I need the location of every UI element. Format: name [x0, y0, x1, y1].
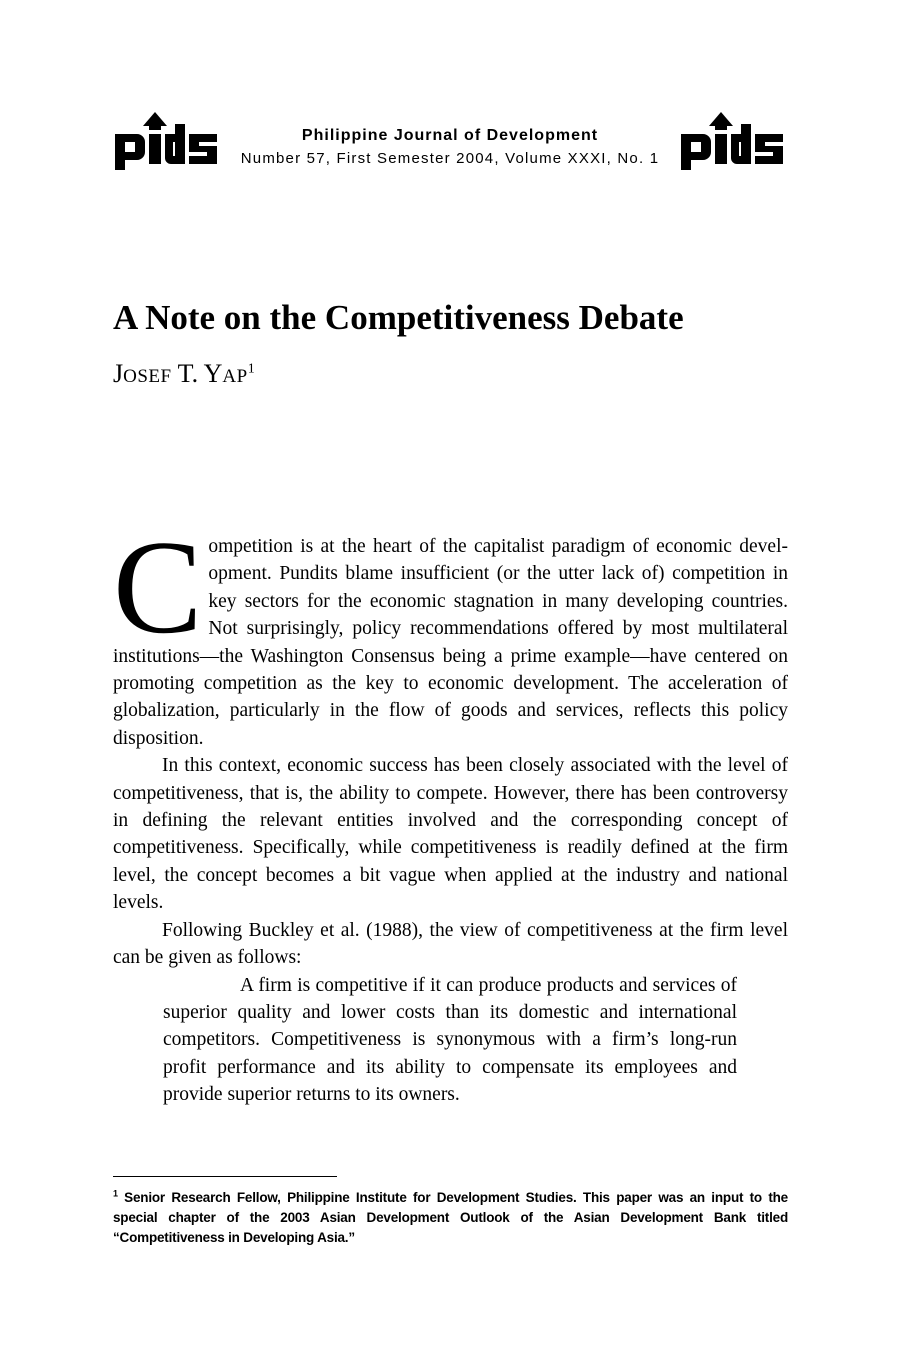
- footnote-text: Senior Research Fellow, Philippine Institute for Development Studies. This paper was an input to the special chapter of the 2003 Asian Development Outlook of the Asian Development Bank titled “Competitiveness in Developing Asia.”: [113, 1190, 788, 1245]
- drop-cap: C: [113, 513, 203, 661]
- article-title: A Note on the Competitiveness Debate: [113, 298, 684, 337]
- author-middle-initial: T.: [177, 359, 199, 388]
- pids-logo-left: [113, 112, 221, 170]
- article-author: [113, 356, 255, 395]
- author-first-rest: OSEF: [123, 366, 172, 387]
- journal-issue-line: Number 57, First Semester 2004, Volume XXXI, No. 1: [240, 150, 660, 167]
- block-quote-text: A firm is competitive if it can produce products and services of superior quality and lower costs than its domestic and international competitors. Competitiveness is synonymous with a firm’s long-run profit performance and its ability to compensate its employees and provide superior returns to its owners.: [163, 974, 737, 1106]
- paragraph-1: [113, 513, 788, 752]
- journal-header: [232, 124, 668, 170]
- author-last-initial: Y: [203, 359, 223, 388]
- author-first-initial: J: [113, 359, 124, 388]
- article-body: [113, 513, 788, 1109]
- footnote-divider: [113, 1176, 337, 1177]
- author-footnote-mark: 1: [247, 361, 255, 377]
- footnote-mark: 1: [113, 1188, 118, 1199]
- pids-logo-icon: [113, 112, 221, 170]
- author-last-rest: AP: [222, 366, 248, 387]
- journal-name: Philippine Journal of Development: [301, 127, 599, 144]
- pids-logo-right: [679, 112, 787, 170]
- pids-logo-icon: [679, 112, 787, 170]
- paragraph-3: Following Buckley et al. (1988), the view of competitiveness at the firm level can be given as follows:: [113, 919, 788, 969]
- paragraph-1-text: ompetition is at the heart of the capitalist paradigm of economic development. Pundits blame insufficient (or the utter lack of) competition in key sectors for the economic stagnation in many developing countries. Not surprisingly, policy recommendations offered by most multilateral institutions—the Washington Consensus being a prime example—have centered on promoting competition as the key to economic development. The acceleration of globalization, particularly in the flow of goods and services, reflects this policy disposition.: [113, 536, 788, 749]
- footnote: [113, 1188, 788, 1248]
- block-quote: [163, 972, 737, 1109]
- paragraph-2: In this context, economic success has been closely associated with the level of competitiveness, that is, the ability to compete. However, there has been controversy in defining the relevant entities involved and the corresponding concept of competitiveness. Specifically, while competitiveness is readily defined at the firm level, the concept becomes a bit vague when applied at the industry and national levels.: [113, 755, 788, 914]
